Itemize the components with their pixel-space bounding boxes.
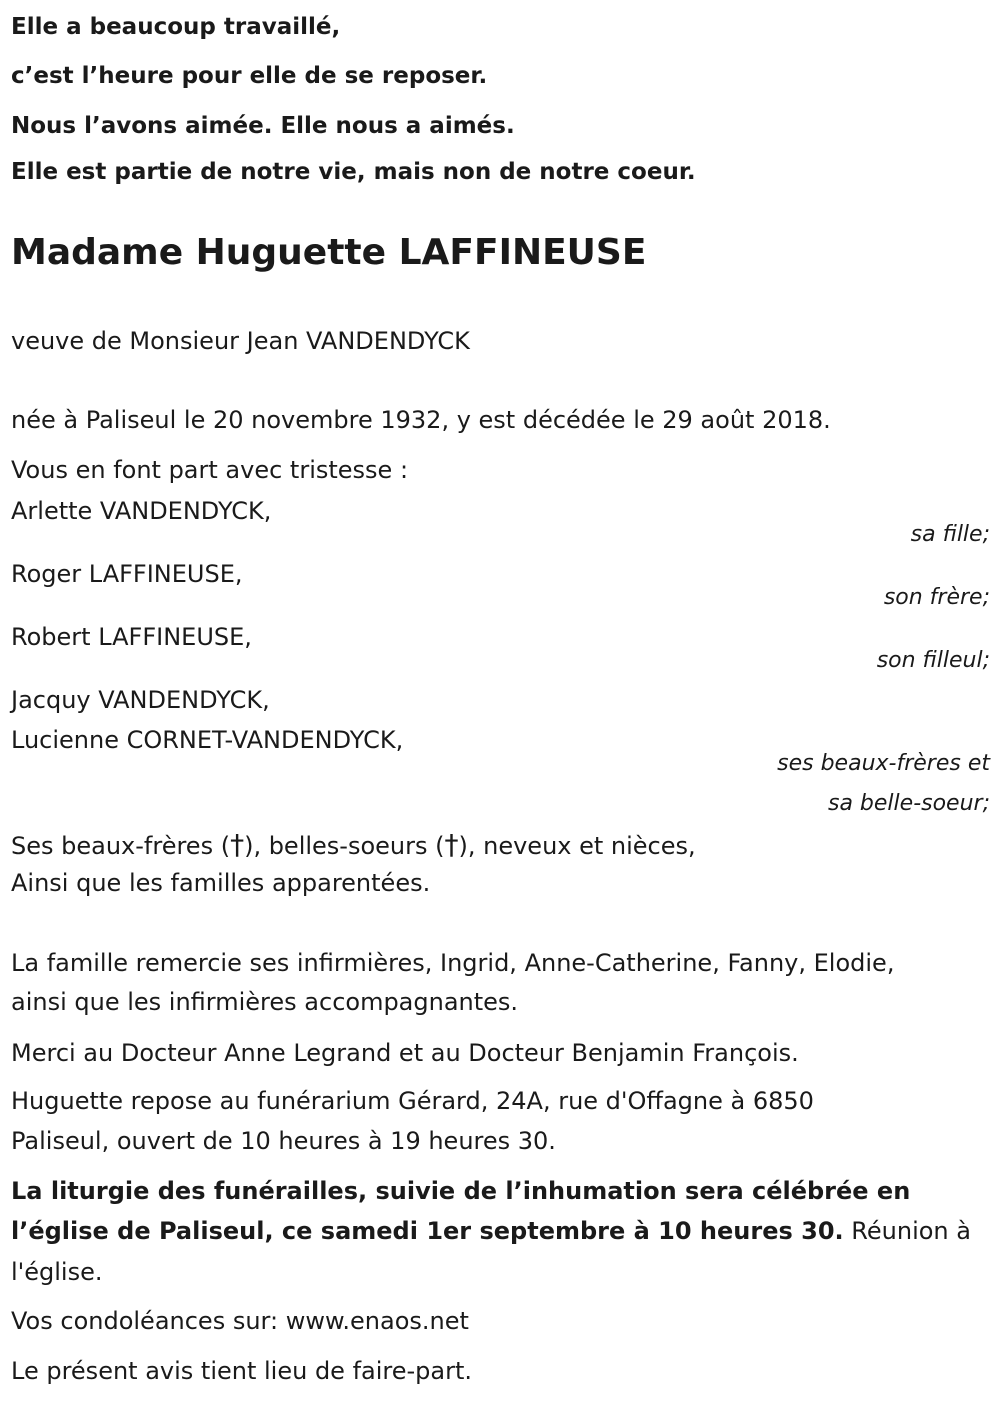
family-member-1: Arlette VANDENDYCK, xyxy=(11,497,272,525)
cross-icon: † xyxy=(230,828,245,861)
funeral-line-2-bold: l’église de Paliseul, ce samedi 1er septembre à 10 heures 30. xyxy=(11,1217,844,1245)
epitaph-line-3: Nous l’avons aimée. Elle nous a aimés. xyxy=(11,113,515,139)
epitaph-line-2: c’est l’heure pour elle de se reposer. xyxy=(11,63,488,89)
doctors-thanks: Merci au Docteur Anne Legrand et au Docteur Benjamin François. xyxy=(11,1039,799,1067)
family-member-4: Jacquy VANDENDYCK, xyxy=(11,686,270,714)
condolences: Vos condoléances sur: www.enaos.net xyxy=(11,1307,469,1335)
notice-footer: Le présent avis tient lieu de faire-part. xyxy=(11,1357,473,1385)
widow-of: veuve de Monsieur Jean VANDENDYCK xyxy=(11,327,470,355)
extended-family-line-1 xyxy=(11,828,696,861)
family-relation-5a: ses beaux-frères et xyxy=(777,751,990,776)
family-relation-2: son frère; xyxy=(883,585,990,610)
funeral-line-2-normal: Réunion à xyxy=(843,1217,971,1245)
thanks-line-1: La famille remercie ses infirmières, Ingrid, Anne-Catherine, Fanny, Elodie, xyxy=(11,949,895,977)
thanks-line-2: ainsi que les infirmières accompagnantes. xyxy=(11,988,519,1016)
family-member-5: Lucienne CORNET-VANDENDYCK, xyxy=(11,726,404,754)
rest-line-2: Paliseul, ouvert de 10 heures à 19 heures 30. xyxy=(11,1127,556,1155)
cross-icon: † xyxy=(444,828,459,861)
family-relation-5b: sa belle-soeur; xyxy=(828,791,990,816)
epitaph-line-4: Elle est partie de notre vie, mais non de notre coeur. xyxy=(11,159,696,185)
funeral-line-3: l'église. xyxy=(11,1258,103,1286)
family-member-2: Roger LAFFINEUSE, xyxy=(11,560,243,588)
extended-family-text-a: Ses beaux-frères ( xyxy=(11,832,231,860)
funeral-line-1: La liturgie des funérailles, suivie de l’inhumation sera célébrée en xyxy=(11,1177,911,1205)
extended-family-line-2: Ainsi que les familles apparentées. xyxy=(11,869,431,897)
extended-family-text-c: ), neveux et nièces, xyxy=(458,832,696,860)
rest-line-1: Huguette repose au funérarium Gérard, 24A, rue d'Offagne à 6850 xyxy=(11,1087,814,1115)
deceased-name: Madame Huguette LAFFINEUSE xyxy=(11,232,647,273)
birth-death: née à Paliseul le 20 novembre 1932, y est décédée le 29 août 2018. xyxy=(11,406,831,434)
funeral-line-2 xyxy=(11,1217,971,1245)
family-member-3: Robert LAFFINEUSE, xyxy=(11,623,252,651)
announce-intro: Vous en font part avec tristesse : xyxy=(11,456,409,484)
extended-family-text-b: ), belles-soeurs ( xyxy=(244,832,445,860)
epitaph-line-1: Elle a beaucoup travaillé, xyxy=(11,14,341,40)
family-relation-1: sa fille; xyxy=(910,522,990,547)
family-relation-3: son filleul; xyxy=(876,648,990,673)
